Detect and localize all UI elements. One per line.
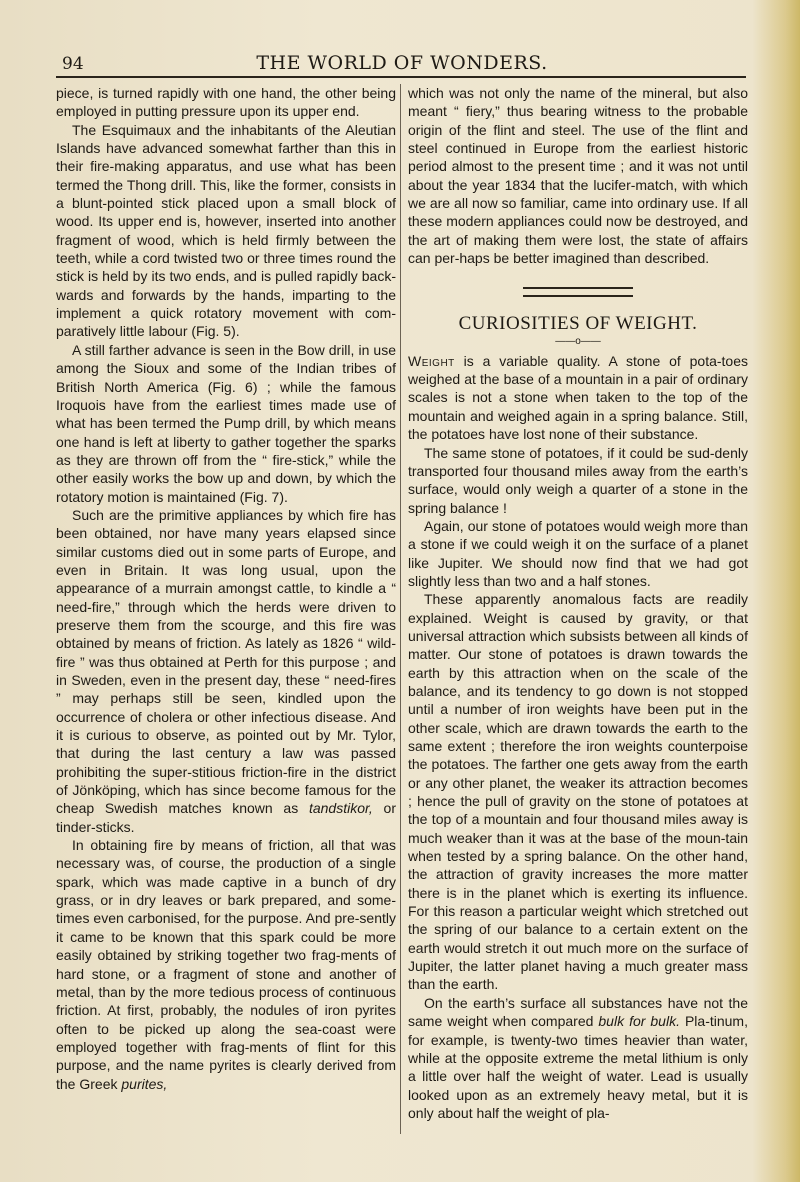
ornament: ——o——	[555, 335, 601, 347]
left-column	[56, 84, 396, 1093]
paragraph	[56, 506, 396, 836]
column-divider	[400, 84, 401, 1134]
right-column	[408, 84, 748, 1122]
paragraph: The Esquimaux and the inhabitants of the Aleutian Islands have advanced somewhat farther than this in their fire-making apparatus, and use what has been termed the Thong drill. This, like the former, consists in a blunt-pointed stick placed upon a small block of wood. Its upper end is, however, inserted into another fragment of wood, which is held firmly between the teeth, while a cord twisted two or three times round the stick is held by its two ends, and is pulled rapidly back-wards and forwards by the hands, imparting to the implement a quick rotatory movement with com-paratively little labour (Fig. 5).	[56, 121, 396, 340]
paragraph: These apparently anomalous facts are readily explained. Weight is caused by gravity, or that universal attraction which subsists between all kinds of matter. Our stone of potatoes is drawn towards the earth by this attraction when on the scale of the balance, and its tendency to go down is not stopped until a number of iron weights have been put in the other scale, which are drawn towards the earth to the same extent ; therefore the iron weights counterpoise the potatoes. The farther one gets away from the earth or any other planet, the weaker its attraction becomes ; hence the pull of gravity on the stone of potatoes at the top of a mountain and four thousand miles away is much weaker than it was at the base of the moun-tain when tested by a spring balance. On the other hand, the attraction of gravity increases the more matter there is in the planet which is exerting its influence. For this reason a particular weight which stretched out the spring of our balance to a certain extent on the earth would stretch it out much more on the surface of Jupiter, the latter planet having a much greater mass than the earth.	[408, 591, 748, 993]
section-divider	[523, 287, 633, 297]
paragraph	[56, 836, 396, 1093]
paragraph-text: Pla-tinum, for example, is twenty-two times heavier than water, while at the opposite extreme the metal lithium is only a little over half the weight of water. Lead is usually looked upon as an extremely heavy metal, but it is only about half the weight of pla-	[408, 1013, 748, 1121]
italic-term: bulk for bulk.	[598, 1013, 680, 1030]
paragraph-text: is a variable quality. A stone of pota-toes weighed at the base of a mountain in a pair of ordinary scales is not a stone when taken to the top of the mountain and weighed again in a spring balance. Still, the potatoes have lost none of their substance.	[408, 352, 748, 443]
page-header	[56, 50, 748, 76]
section-title: CURIOSITIES OF WEIGHT.	[458, 313, 698, 335]
italic-term: tandstikor,	[308, 800, 373, 817]
paragraph: which was not only the name of the mineral, but also meant “ fiery,” thus bearing witness to the probable origin of the flint and steel. The use of the flint and steel continued in Europe from the earliest historic period almost to the present time ; and it was not until about the year 1834 that the lucifer-match, with which we are all now so familiar, came into ordinary use. If all these modern appliances could now be destroyed, and the art of making them were lost, the state of affairs can per-haps be better imagined than described.	[408, 85, 748, 267]
paragraph-text: In obtaining fire by means of friction, all that was necessary was, of course, the production of a single spark, which was made captive in a bunch of dry grass, or in dry leaves or bark prepared, and some-times even carbonised, for the purpose. And pre-sently it came to be known that this spark could be more easily obtained by striking together two frag-ments of hard stone, or a fragment of stone and another of metal, than by the more tedious process of continuous friction. At first, probably, the nodules of iron pyrites often to be picked up along the sea-coast were employed together with frag-ments of flint for this purpose, and the name pyrites is clearly derived from the Greek	[56, 837, 396, 1092]
page-edge-stain	[752, 0, 800, 1182]
paragraph	[408, 994, 748, 1122]
italic-term: purites,	[121, 1075, 168, 1092]
running-title: THE WORLD OF WONDERS.	[256, 52, 548, 74]
paragraph-text: On the earth’s surface all substances have not the same weight when compared	[408, 994, 748, 1030]
paragraph	[408, 352, 748, 444]
paragraph: A still farther advance is seen in the Bow drill, in use among the Sioux and some of the Indian tribes of British North America (Fig. 6) ; while the famous Iroquois have from the earliest times made use of what has been termed the Pump drill, by which means one hand is left at liberty to gather together the sparks as they are thrown off from the “ fire-stick,” while the other easily works the bow up and down, by which the rotatory motion is maintained (Fig. 7).	[56, 341, 396, 505]
paragraph: Again, our stone of potatoes would weigh more than a stone if we could weigh it on the surface of a planet like Jupiter. We should now find that we had got slightly less than two and a half stones.	[408, 517, 748, 589]
header-rule	[56, 76, 746, 78]
paragraph-text: or tinder-sticks.	[56, 800, 396, 835]
paragraph-text: Such are the primitive appliances by which fire has been obtained, nor have many years elapsed since similar customs died out in some parts of Europe, and even in Britain. It was long usual, upon the appearance of a murrain amongst cattle, to kindle a “ need-fire,” through which the herds were driven to preserve them from the scourge, and this fire was obtained by means of friction. As lately as 1826 “ wild-fire ” was thus obtained at Perth for this purpose ; and in Sweden, even in the present day, these “ need-fires ” may perhaps still be seen, kindled upon the occurrence of cholera or other infectious disease. And it is curious to observe, as pointed out by Mr. Tylor, that during the last century a law was passed prohibiting the super-stitious friction-fire in the district of Jönköping, which has since become famous for the cheap Swedish matches known as	[56, 506, 396, 817]
paragraph: The same stone of potatoes, if it could be sud-denly transported four thousand miles away from the earth’s surface, would only weigh a quarter of a stone in the spring balance !	[408, 444, 748, 516]
lead-word: Weight	[408, 352, 455, 369]
page-number: 94	[62, 54, 84, 74]
paragraph: piece, is turned rapidly with one hand, the other being employed in putting pressure upon its upper end.	[56, 85, 396, 120]
